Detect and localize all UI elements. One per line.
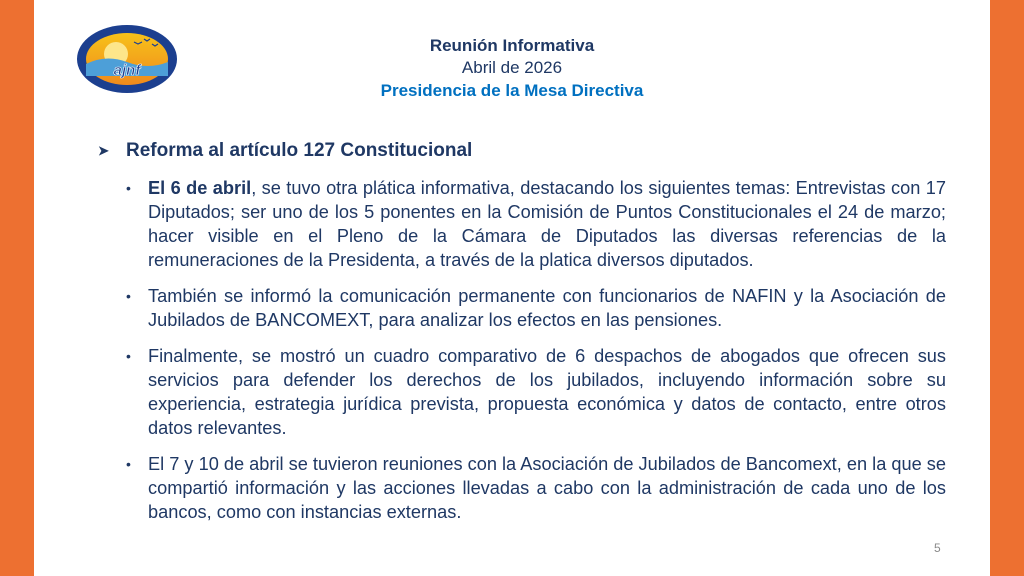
meeting-date: Abril de 2026 [461, 58, 563, 77]
section-title: Reforma al artículo 127 Constitucional [126, 140, 473, 161]
logo-text: ajnf [113, 62, 141, 79]
bullet-dot-icon: • [126, 348, 131, 364]
page-number: 5 [934, 541, 941, 555]
list-item [126, 284, 946, 332]
meeting-subtitle: Presidencia de la Mesa Directiva [380, 81, 644, 100]
bullet-text: También se informó la comunicación permanente con funcionarios de NAFIN y la Asociación de Jubilados de BANCOMEXT, para analizar los efectos en las pensiones. [148, 286, 946, 330]
bullet-text: , se tuvo otra plática informativa, destacando los siguientes temas: Entrevistas con 17 Diputados; ser uno de los 5 ponentes en la Comisión de Puntos Constitucionales el 24 de marzo; hacer visible en el Pleno de la Cámara de Diputados las diversas referencias de la remuneraciones de la Presidenta, a través de la platica diversos diputados. [148, 178, 947, 270]
bullet-dot-icon: • [126, 456, 131, 472]
bullet-text: El 7 y 10 de abril se tuvieron reuniones con la Asociación de Jubilados de Bancomext, en la que se compartió información y las acciones llevadas a cabo con la administración de cada uno de los bancos, como con instancias externas. [148, 454, 946, 522]
arrow-bullet-icon: ➤ [98, 143, 109, 158]
meeting-title: Reunión Informativa [429, 36, 595, 55]
bullet-dot-icon: • [126, 180, 131, 196]
bullet-dot-icon: • [126, 288, 131, 304]
left-side-bar [0, 0, 34, 576]
slide-header [300, 35, 724, 103]
list-item [126, 176, 946, 272]
bullet-bold-text: El 6 de abril [148, 178, 252, 198]
bullet-list [126, 176, 946, 536]
list-item [126, 344, 946, 440]
list-item [126, 452, 946, 524]
bullet-text: Finalmente, se mostró un cuadro comparativo de 6 despachos de abogados que ofrecen sus servicios para defender los derechos de los jubilados, incluyendo información sobre su experiencia, estrategia jurídica prevista, propuesta económica y datos de contacto, entre otros datos relevantes. [148, 346, 946, 438]
ajnf-logo [76, 24, 178, 94]
right-side-bar [990, 0, 1024, 576]
section-heading [98, 139, 958, 163]
